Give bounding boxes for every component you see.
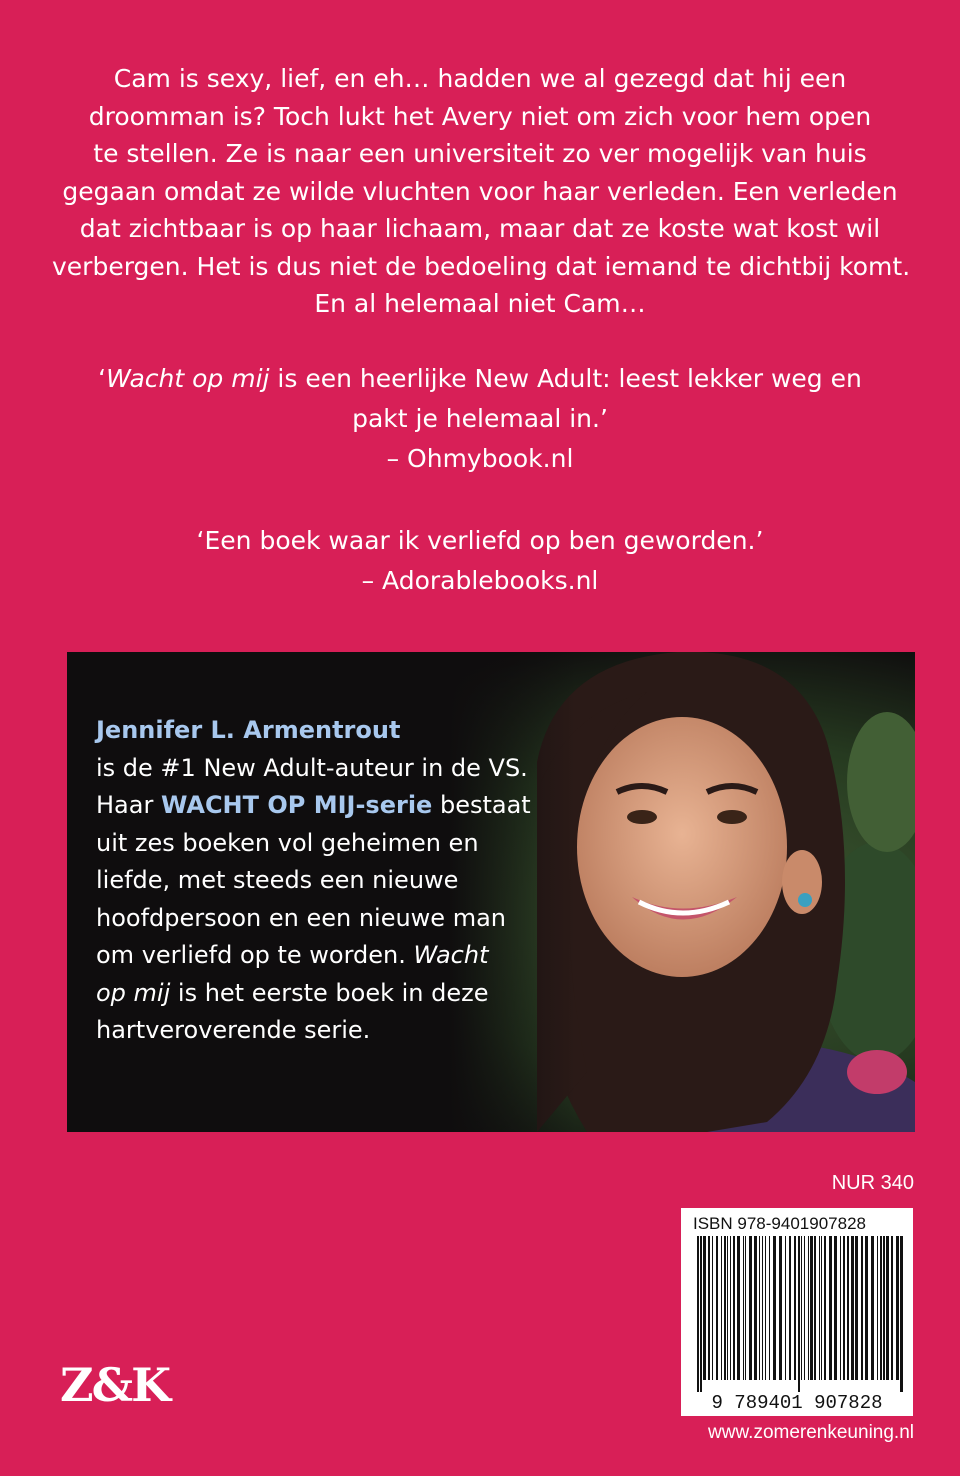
- barcode-bar: [798, 1236, 800, 1392]
- bio-line: is de #1 New Adult-auteur in de VS.: [96, 753, 528, 782]
- bio-line: [96, 787, 556, 825]
- bio-text: om verliefd op te worden.: [96, 941, 414, 969]
- barcode-bar: [829, 1236, 832, 1380]
- nur-code: NUR 340: [831, 1172, 914, 1194]
- barcode-bar: [804, 1236, 805, 1380]
- barcode-bar: [765, 1236, 766, 1380]
- barcode-bar: [821, 1236, 822, 1380]
- barcode-bar: [703, 1236, 706, 1380]
- barcode-bar: [801, 1236, 802, 1380]
- barcode-bar: [871, 1236, 874, 1380]
- quote-book-title: Wacht op mij: [106, 364, 270, 393]
- barcode-bar: [697, 1236, 699, 1392]
- author-bio: [96, 712, 556, 1050]
- barcode-bar: [773, 1236, 776, 1380]
- bio-line: liefde, met steeds een nieuwe: [96, 866, 459, 894]
- barcode-bar: [743, 1236, 744, 1380]
- series-name: WACHT OP MIJ-serie: [160, 791, 433, 819]
- quote-text: is een heerlijke New Adult: leest lekker weg en: [269, 364, 862, 393]
- barcode-bar: [810, 1236, 813, 1380]
- publisher-website: www.zomerenkeuning.nl: [708, 1422, 914, 1443]
- author-panel: [67, 652, 915, 1132]
- bio-line: hoofdpersoon en een nieuwe man: [96, 903, 506, 932]
- blurb-line: dat zichtbaar is op haar lichaam, maar dat ze koste wat kost wil: [79, 214, 881, 243]
- bio-line: [96, 937, 556, 975]
- review-quote-adorablebooks: [52, 521, 908, 601]
- barcode-digits: 9 789401 907828: [711, 1392, 883, 1414]
- bio-line: hartveroverende serie.: [96, 1016, 371, 1044]
- barcode-bar: [769, 1236, 770, 1380]
- barcode-bar: [851, 1236, 854, 1380]
- barcode-bar: [877, 1236, 878, 1380]
- blurb-line: gegaan omdat ze wilde vluchten voor haar verleden. Een verleden: [62, 176, 898, 206]
- barcode-bar: [737, 1236, 740, 1380]
- barcode-bar: [824, 1236, 826, 1380]
- review-quote-ohmybook: [52, 359, 908, 479]
- quote-open-mark: ‘: [98, 364, 107, 393]
- barcode-bar: [819, 1236, 820, 1380]
- barcode-bar: [855, 1236, 858, 1380]
- barcode-bar: [754, 1236, 757, 1380]
- barcode-bar: [814, 1236, 816, 1380]
- barcode-bar: [840, 1236, 841, 1380]
- quote-text: ‘Een boek waar ik verliefd op ben geworden.’: [196, 526, 764, 555]
- quote-line: pakt je helemaal in.’: [352, 404, 608, 433]
- blurb-line: te stellen. Ze is naar een universiteit zo ver mogelijk van huis: [93, 139, 867, 168]
- barcode-bar: [730, 1236, 731, 1380]
- blurb-line: En al helemaal niet Cam…: [314, 289, 646, 318]
- author-name: Jennifer L. Armentrout: [96, 716, 401, 744]
- blurb-text: [52, 60, 911, 323]
- bio-book-title: op mij: [96, 978, 171, 1007]
- barcode-bar: [896, 1236, 899, 1380]
- blurb-line: Cam is sexy, lief, en eh… hadden we al gezegd dat hij een: [113, 64, 847, 93]
- barcode-bar: [808, 1236, 809, 1380]
- blurb-line: droomman is? Toch lukt het Avery niet om zich voor hem open: [88, 101, 872, 131]
- barcode-bar: [789, 1236, 791, 1380]
- barcode-bar: [733, 1236, 735, 1380]
- barcode-bar: [749, 1236, 752, 1380]
- publisher-logo: Z&K: [60, 1358, 170, 1412]
- barcode-bar: [727, 1236, 728, 1380]
- barcode-bar: [883, 1236, 885, 1380]
- quote-source: – Ohmybook.nl: [386, 444, 574, 473]
- bio-line: [96, 975, 556, 1013]
- bio-line: uit zes boeken vol geheimen en: [96, 828, 479, 857]
- barcode-bar: [880, 1236, 882, 1380]
- bio-text: bestaat: [432, 791, 531, 819]
- barcode-bar: [785, 1236, 786, 1380]
- barcode-bar: [708, 1236, 710, 1380]
- barcode-bar: [745, 1236, 746, 1380]
- barcode-bar: [779, 1236, 782, 1380]
- barcode-bar: [843, 1236, 845, 1380]
- bio-book-title: Wacht: [413, 941, 489, 969]
- barcode-bar: [794, 1236, 796, 1380]
- barcode-bar: [700, 1236, 702, 1392]
- barcode-bar: [865, 1236, 868, 1380]
- barcode-bar: [716, 1236, 718, 1380]
- blurb-line: verbergen. Het is dus niet de bedoeling dat iemand te dichtbij komt.: [52, 251, 911, 281]
- barcode-bar: [759, 1236, 760, 1380]
- barcode-icon: [681, 1208, 913, 1416]
- barcode-bar: [762, 1236, 763, 1380]
- isbn-barcode: [681, 1208, 913, 1416]
- barcode-bar: [886, 1236, 889, 1380]
- barcode-bar: [861, 1236, 863, 1380]
- quote-source: – Adorablebooks.nl: [361, 566, 599, 595]
- bio-text: is het eerste boek in deze: [170, 978, 489, 1007]
- bio-text: Haar: [96, 791, 161, 819]
- barcode-bar: [724, 1236, 726, 1380]
- barcode-bar: [891, 1236, 893, 1380]
- barcode-bar: [900, 1236, 903, 1392]
- barcode-bar: [712, 1236, 713, 1380]
- barcode-bar: [847, 1236, 849, 1380]
- isbn-label: ISBN 978-9401907828: [693, 1214, 866, 1233]
- barcode-bar: [721, 1236, 722, 1380]
- quote-line: [52, 359, 908, 399]
- barcode-bar: [834, 1236, 837, 1380]
